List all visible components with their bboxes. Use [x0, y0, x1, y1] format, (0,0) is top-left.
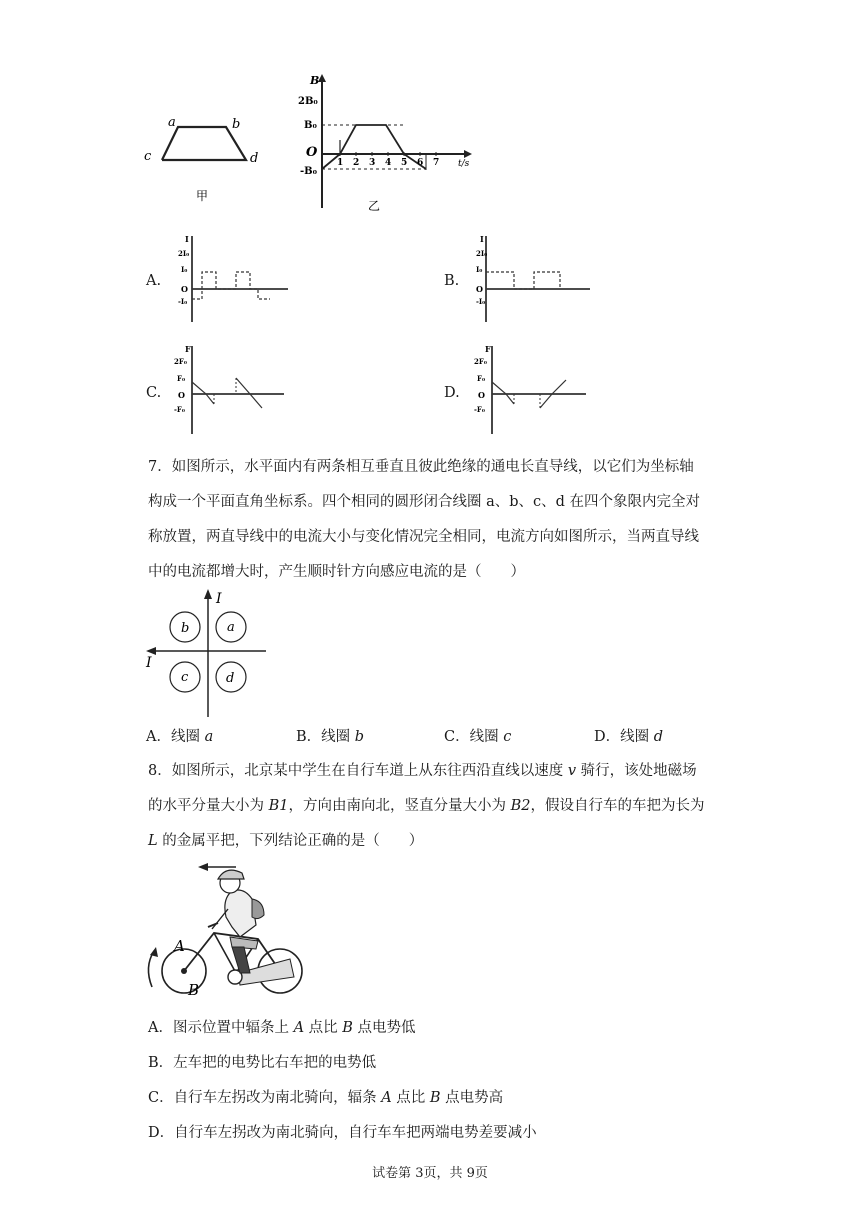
- origin-O: O: [476, 284, 483, 294]
- q7-option-b[interactable]: [296, 728, 364, 746]
- tick-label: I₀: [476, 265, 483, 274]
- tick-label: -F₀: [174, 405, 185, 414]
- origin-O: O: [478, 390, 485, 400]
- tick-label: 2F₀: [474, 357, 487, 366]
- axis-label: F: [485, 344, 491, 354]
- tick-label: I₀: [181, 265, 188, 274]
- option-var: a: [204, 729, 214, 745]
- q8-option-d[interactable]: D．自行车左拐改为南北骑向，自行车车把两端电势差要减小: [148, 1125, 537, 1141]
- time-tick-label: 3: [369, 158, 376, 168]
- time-tick-label: 7: [433, 158, 440, 168]
- q8-line-2: [148, 797, 705, 815]
- time-tick-label: 1: [337, 158, 344, 168]
- tick-B0: B₀: [304, 120, 317, 131]
- axis-label: I: [185, 234, 189, 244]
- text: 点比: [391, 1090, 430, 1106]
- origin-O: O: [178, 390, 185, 400]
- tick-2B0: 2B₀: [298, 96, 318, 107]
- option-var: d: [653, 729, 664, 745]
- figure-jia: [140, 110, 270, 210]
- q6-option-a-label[interactable]: A.: [146, 273, 162, 289]
- text: ，方向由南向北，竖直分量大小为: [288, 798, 511, 814]
- text: 的水平分量大小为: [148, 798, 269, 814]
- q7-option-a[interactable]: [146, 728, 213, 746]
- coil-a-label: a: [227, 620, 235, 635]
- tick-label: -I₀: [476, 297, 486, 306]
- var-B: B: [342, 1020, 353, 1036]
- text: 的金属平把，下列结论正确的是（ ）: [157, 833, 424, 849]
- text: 8．如图所示，北京某中学生在自行车道上从东往西沿直线以速度: [148, 763, 568, 779]
- tick-label: 2I₀: [178, 249, 190, 258]
- tick-negB0: -B₀: [300, 166, 317, 177]
- caption-jia: 甲: [196, 189, 209, 203]
- figure-yi: [296, 70, 481, 212]
- time-tick-label: 6: [417, 158, 424, 168]
- q8-bicycle-figure: [140, 855, 310, 1005]
- time-tick-label: 4: [385, 158, 392, 168]
- label-a: a: [168, 115, 176, 130]
- page-footer: 试卷第 3页，共 9页: [372, 1166, 488, 1181]
- origin-O: O: [306, 145, 318, 160]
- coil-d-label: d: [226, 671, 235, 686]
- q6-option-b-graph: [476, 232, 596, 324]
- time-tick-label: 2: [353, 158, 360, 168]
- q7-option-d[interactable]: [594, 728, 663, 746]
- axis-B-label: B: [310, 74, 320, 87]
- tick-label: F₀: [477, 374, 486, 383]
- tick-label: -F₀: [474, 405, 485, 414]
- q7-line-1: 7．如图所示，水平面内有两条相互垂直且彼此绝缘的通电长直导线，以它们为坐标轴: [148, 459, 694, 475]
- q6-option-c-label[interactable]: C.: [146, 385, 162, 401]
- text: 点比: [304, 1020, 343, 1036]
- text: 点电势低: [352, 1020, 416, 1036]
- label-c: c: [144, 149, 152, 164]
- label-I-vertical: I: [216, 591, 222, 607]
- tick-label: 2F₀: [174, 357, 187, 366]
- q6-option-d-graph: [474, 342, 589, 437]
- var-A: A: [293, 1020, 305, 1036]
- var-v: v: [567, 763, 577, 779]
- q7-option-c[interactable]: [444, 728, 511, 746]
- q8-option-a[interactable]: [148, 1019, 416, 1037]
- tick-label: F₀: [177, 374, 186, 383]
- q8-option-b[interactable]: B．左车把的电势比右车把的电势低: [148, 1055, 377, 1071]
- q7-line-2: 构成一个平面直角坐标系。四个相同的圆形闭合线圈 a、b、c、d 在四个象限内完全对: [148, 494, 701, 510]
- q7-line-3: 称放置，两直导线中的电流大小与变化情况完全相同，电流方向如图所示，当两直导线: [148, 529, 699, 545]
- q6-option-a-graph: [178, 232, 293, 324]
- label-I-horizontal: I: [146, 655, 152, 671]
- axis-label: I: [480, 234, 484, 244]
- q6-option-b-label[interactable]: B.: [444, 273, 460, 289]
- coil-c-label: c: [181, 670, 189, 685]
- option-label: B．线圈: [296, 729, 355, 745]
- q6-option-d-label[interactable]: D.: [444, 385, 460, 401]
- coil-b-label: b: [181, 621, 190, 636]
- var-B1: B1: [268, 798, 289, 814]
- option-var: c: [503, 729, 512, 745]
- var-B: B: [429, 1090, 441, 1106]
- label-point-B: B: [188, 981, 200, 999]
- option-label: D．线圈: [594, 729, 654, 745]
- q8-option-c[interactable]: [148, 1089, 503, 1107]
- q6-option-c-graph: [172, 342, 287, 437]
- text: ，假设自行车的车把为长为: [530, 798, 705, 814]
- label-b: b: [232, 117, 241, 132]
- tick-label: -I₀: [178, 297, 188, 306]
- var-A: A: [381, 1090, 392, 1106]
- option-var: b: [354, 729, 365, 745]
- text: 点电势高: [440, 1090, 504, 1106]
- q8-line-1: [148, 762, 697, 780]
- caption-yi: 乙: [368, 199, 381, 212]
- text: 骑行，该处地磁场: [576, 763, 697, 779]
- q7-figure: [140, 585, 275, 720]
- axis-t-label: t/s: [458, 159, 470, 169]
- var-L: L: [148, 833, 158, 849]
- text: C．自行车左拐改为南北骑向，辐条: [148, 1090, 382, 1106]
- option-label: A．线圈: [146, 729, 205, 745]
- axis-label: F: [185, 344, 191, 354]
- time-tick-label: 5: [401, 158, 408, 168]
- origin-O: O: [181, 284, 188, 294]
- text: A．图示位置中辐条上: [148, 1020, 294, 1036]
- var-B2: B2: [510, 798, 531, 814]
- label-point-A: A: [174, 937, 185, 955]
- option-label: C．线圈: [444, 729, 504, 745]
- q7-line-4: 中的电流都增大时，产生顺时针方向感应电流的是（ ）: [148, 564, 525, 580]
- q8-line-3: [148, 832, 423, 850]
- label-d: d: [250, 151, 259, 166]
- tick-label: 2I₀: [476, 249, 488, 258]
